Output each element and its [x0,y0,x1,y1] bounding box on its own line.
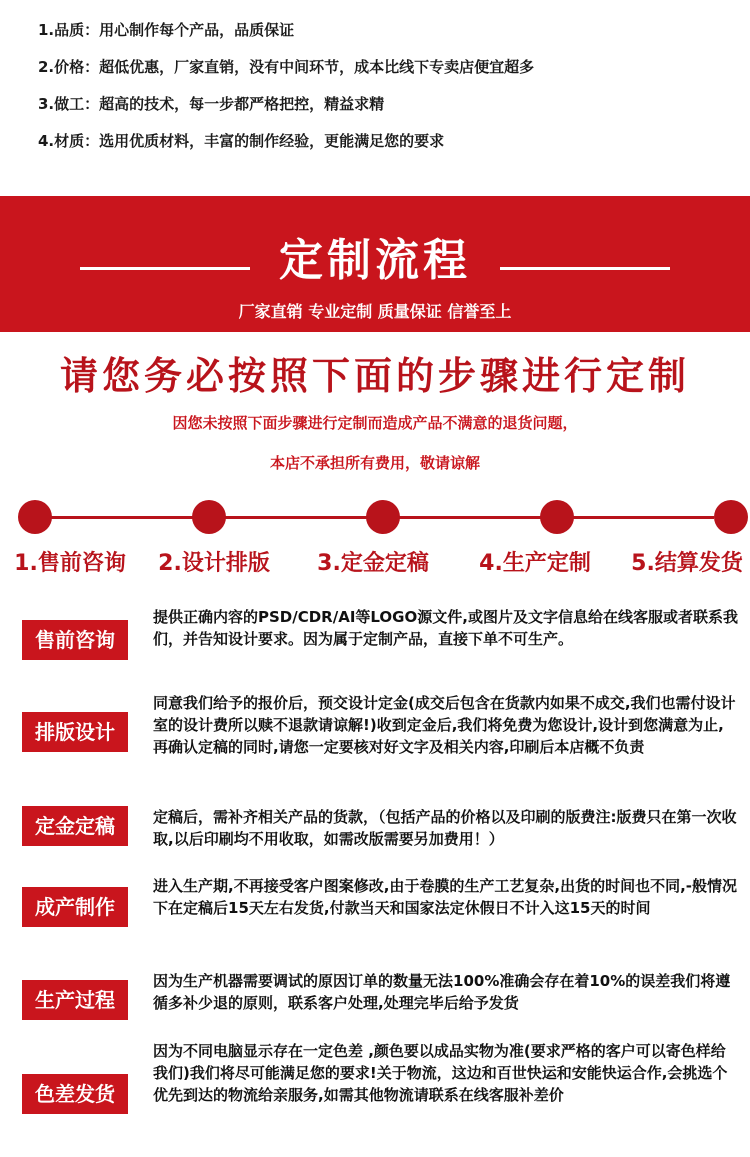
step-label: 3.定金定稿 [317,551,429,576]
feature-item [38,123,534,160]
timeline-dot [714,500,748,534]
feature-key: 3.做工： [38,95,100,113]
feature-item [38,86,534,123]
feature-list [38,12,534,160]
feature-item [38,12,534,49]
banner-title: 定制流程 [279,235,471,286]
page-heading: 请您务必按照下面的步骤进行定制 [59,353,690,398]
process-banner [0,196,750,332]
detail-text: 同意我们给予的报价后，预交设计定金(成交后包含在货款内如果不成交,我们也需付设计室的设计费所以赎不退款请谅解!)收到定金后,我们将免费为您设计,设计到您满意为止,再确认定稿的同时,请您一定要核对好文字及相关内容,印刷后本店概不负责 [153,694,736,756]
feature-key: 4.材质： [38,132,100,150]
detail-badge: 成产制作 [22,887,128,927]
step-label: 1.售前咨询 [14,551,126,576]
step-label: 4.生产定制 [479,551,591,576]
timeline-dot [540,500,574,534]
timeline-dot [192,500,226,534]
feature-text: 用心制作每个产品，品质保证 [99,21,295,39]
detail-badge: 生产过程 [22,980,128,1020]
step-label: 2.设计排版 [158,551,270,576]
feature-key: 2.价格： [38,58,100,76]
detail-badge: 售前咨询 [22,620,128,660]
notice-line: 本店不承担所有费用，敬请谅解 [269,454,480,472]
feature-text: 超低优惠，厂家直销，没有中间环节，成本比线下专卖店便宜超多 [99,58,535,76]
banner-subtitle: 厂家直销 专业定制 质量保证 信誉至上 [238,302,512,321]
timeline-dot [366,500,400,534]
detail-text: 因为生产机器需要调试的原因订单的数量无法100%准确会存在着10%的误差我们将遵循多补少退的原则，联系客户处理,处理完毕后给予发货 [153,972,731,1012]
detail-text: 提供正确内容的PSD/CDR/AI等LOGO源文件,或图片及文字信息给在线客服或者联系我们，并告知设计要求。因为属于定制产品，直接下单不可生产。 [153,608,738,648]
detail-badge: 色差发货 [22,1074,128,1114]
detail-badge: 排版设计 [22,712,128,752]
feature-item [38,49,534,86]
detail-text: 定稿后，需补齐相关产品的货款，（包括产品的价格以及印刷的版费注:版费只在第一次收取,以后印刷均不用收取，如需改版需要另加费用！） [153,808,737,848]
step-label: 5.结算发货 [631,551,743,576]
detail-text: 因为不同电脑显示存在一定色差 ,颜色要以成品实物为准(要求严格的客户可以寄色样给我们)我们将尽可能满足您的要求!关于物流，这边和百世快运和安能快运合作,会挑选个优先到达的物流给亲服务,如需其他物流请联系在线客服补差价 [153,1042,728,1104]
feature-text: 超高的技术，每一步都严格把控，精益求精 [99,95,385,113]
timeline-dot [18,500,52,534]
detail-text: 进入生产期,不再接受客户图案修改,由于卷膜的生产工艺复杂,出货的时间也不同,-般情况下在定稿后15天左右发货,付款当天和国家法定休假日不计入这15天的时间 [153,877,738,917]
detail-badge: 定金定稿 [22,806,128,846]
feature-key: 1.品质： [38,21,100,39]
feature-text: 选用优质材料，丰富的制作经验，更能满足您的要求 [99,132,445,150]
notice-line: 因您未按照下面步骤进行定制而造成产品不满意的退货问题， [172,414,578,432]
